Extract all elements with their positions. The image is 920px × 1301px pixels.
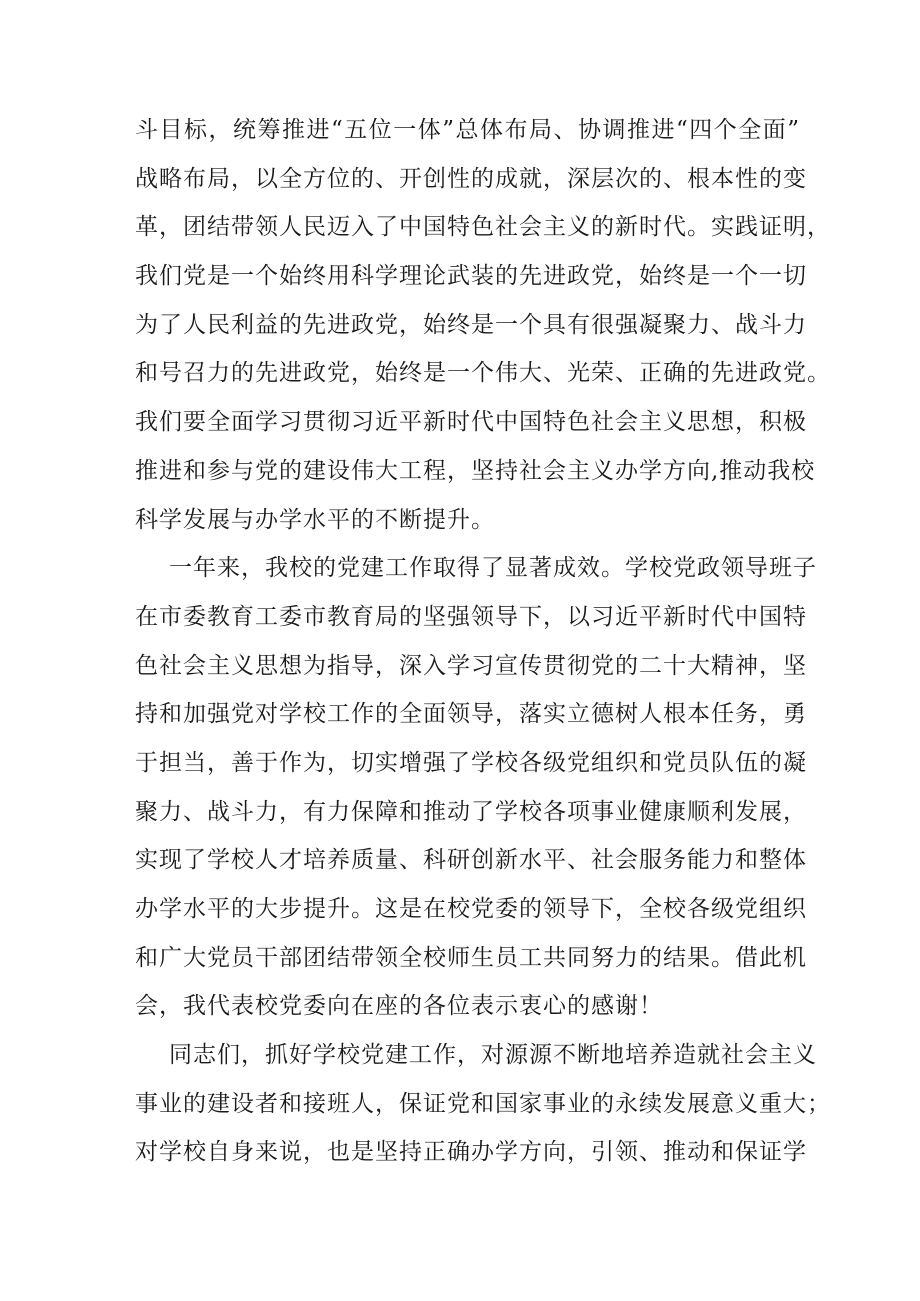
- text-line: 实现了学校人才培养质量、科研创新水平、社会服务能力和整体: [135, 847, 807, 874]
- text-line: 推进和参与党的建设伟大工程，坚持社会主义办学方向,推动我校: [135, 457, 816, 484]
- text-line: 和广大党员干部团结带领全校师生员工共同努力的结果。借此机: [135, 944, 807, 971]
- text-line: 事业的建设者和接班人，保证党和国家事业的永续发展意义重大；: [135, 1090, 831, 1117]
- text-line: 办学水平的大步提升。这是在校党委的领导下，全校各级党组织: [135, 896, 807, 922]
- paragraph-1: [135, 106, 831, 544]
- text-line: 聚力、战斗力，有力保障和推动了学校各项事业健康顺利发展，: [135, 798, 807, 825]
- text-line: 持和加强党对学校工作的全面领导，落实立德树人根本任务，勇: [135, 701, 807, 728]
- text-line: 在市委教育工委市教育局的坚强领导下，以习近平新时代中国特: [135, 603, 807, 630]
- text-line: 一年来，我校的党建工作取得了显著成效。学校党政领导班子: [169, 555, 817, 582]
- text-line: 我们要全面学习贯彻习近平新时代中国特色社会主义思想，积极: [135, 409, 807, 436]
- text-line: 和号召力的先进政党，始终是一个伟大、光荣、正确的先进政党。: [135, 360, 831, 387]
- text-line: 色社会主义思想为指导，深入学习宣传贯彻党的二十大精神，坚: [135, 652, 807, 679]
- text-line: 革，团结带领人民迈入了中国特色社会主义的新时代。实践证明，: [135, 214, 831, 241]
- document-body: [135, 106, 831, 1177]
- text-line: 为了人民利益的先进政党，始终是一个具有很强凝聚力、战斗力: [135, 311, 807, 338]
- text-line: 战略布局，以全方位的、开创性的成就，深层次的、根本性的变: [135, 165, 807, 192]
- text-line: 对学校自身来说，也是坚持正确办学方向，引领、推动和保证学: [135, 1139, 807, 1166]
- text-line: 我们党是一个始终用科学理论武装的先进政党，始终是一个一切: [135, 263, 807, 290]
- paragraph-3: [135, 1031, 831, 1177]
- text-line: 会，我代表校党委向在座的各位表示衷心的感谢！: [135, 993, 663, 1020]
- text-line: 同志们，抓好学校党建工作，对源源不断地培养造就社会主义: [169, 1042, 817, 1069]
- paragraph-2: [135, 544, 817, 1031]
- text-line: 斗目标，统筹推进“五位一体”总体布局、协调推进“四个全面”: [135, 117, 800, 143]
- text-line: 于担当，善于作为，切实增强了学校各级党组织和党员队伍的凝: [135, 749, 807, 776]
- text-line: 科学发展与办学水平的不断提升。: [135, 506, 495, 533]
